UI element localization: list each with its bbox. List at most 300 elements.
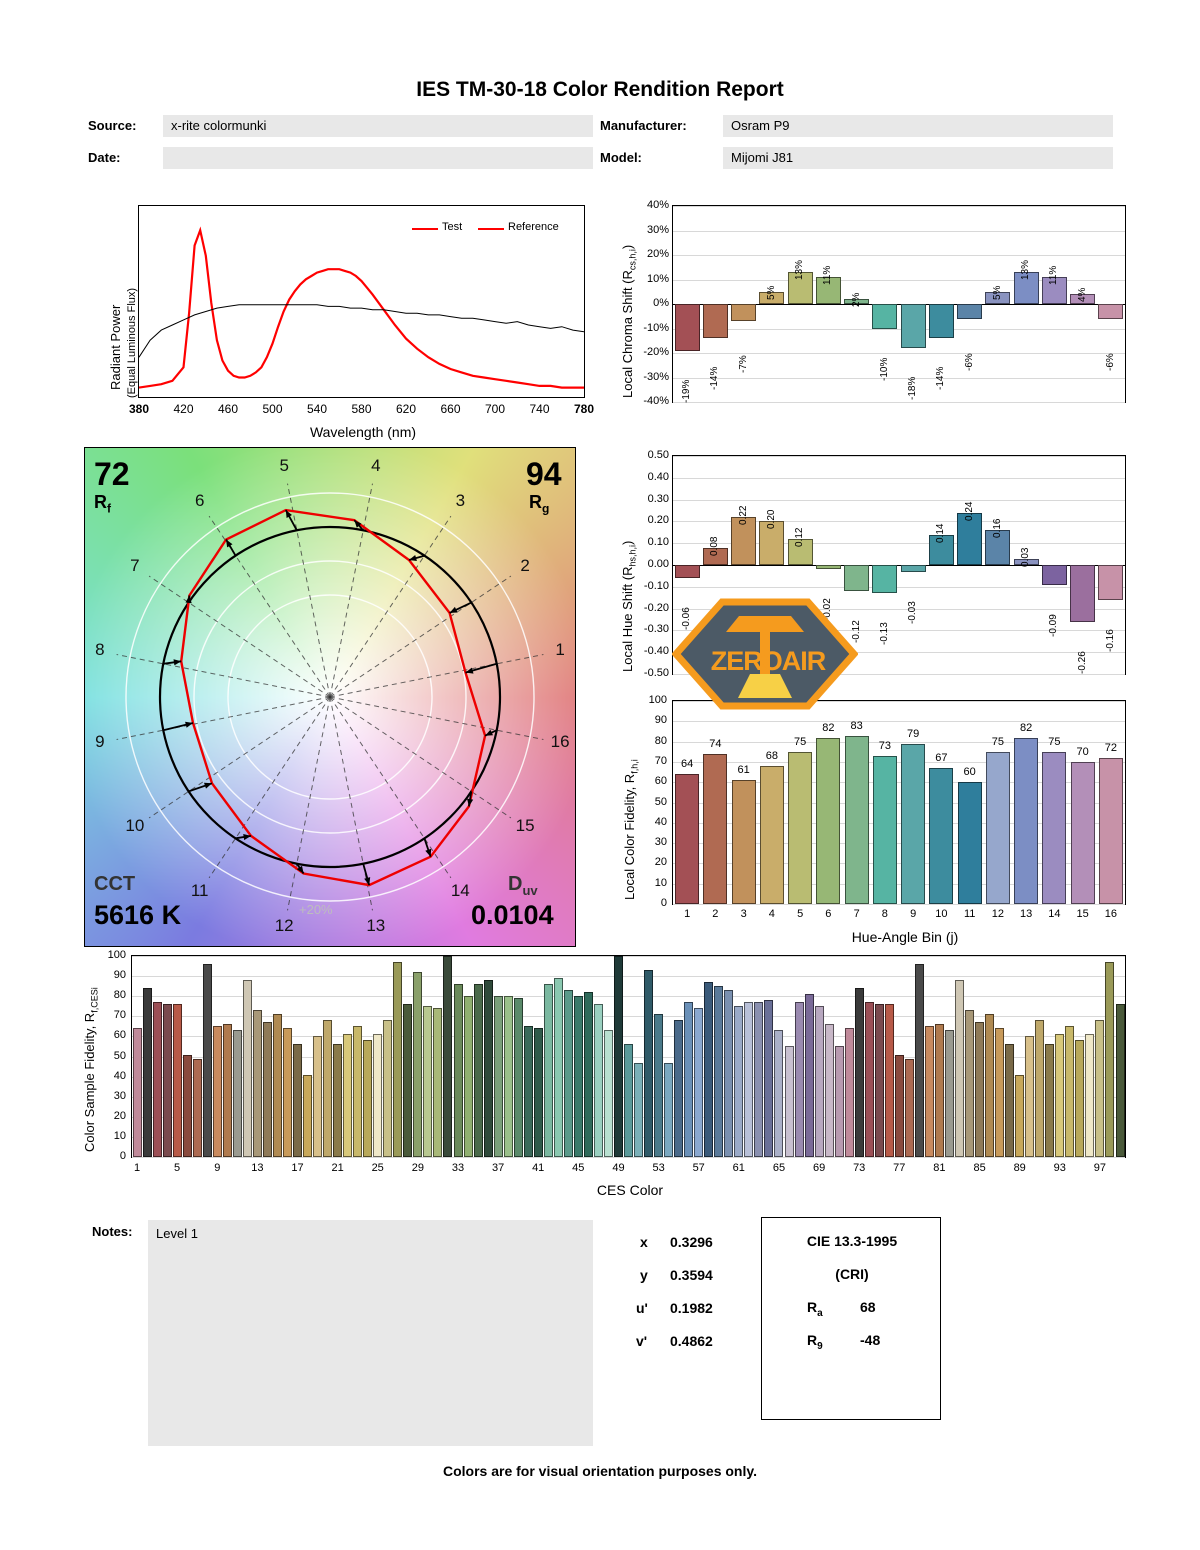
x-value: 0.3296 xyxy=(670,1234,713,1250)
bar xyxy=(724,990,733,1157)
cvg-bin-label: 1 xyxy=(555,640,565,660)
xtick: 10 xyxy=(935,908,948,920)
bar xyxy=(153,1002,162,1157)
bar-label: 82 xyxy=(1020,721,1033,734)
bar xyxy=(1099,758,1123,904)
bar xyxy=(1035,1020,1044,1157)
bar xyxy=(675,565,700,578)
xtick: 21 xyxy=(331,1162,344,1174)
ytick: 0.30 xyxy=(647,492,669,505)
spd-xtick: 460 xyxy=(217,402,239,416)
cct-value: 5616 K xyxy=(94,900,182,930)
xtick: 17 xyxy=(291,1162,304,1174)
csf-ylabel: Color Sample Fidelity, $R_{f,CESi}$ xyxy=(82,987,100,1152)
bar xyxy=(845,736,869,905)
xtick: 6 xyxy=(825,908,832,920)
bar-label: 68 xyxy=(765,750,778,762)
bar xyxy=(183,1055,192,1158)
ytick: 0.40 xyxy=(647,470,669,483)
bar xyxy=(614,956,623,1157)
gridline xyxy=(673,402,1125,403)
lcf-ylabel: Local Color Fidelity, $R_{f,h,i}$ xyxy=(622,759,640,900)
bar xyxy=(995,1028,1004,1157)
bar xyxy=(654,1014,663,1157)
bar xyxy=(624,1044,633,1157)
footer-note: Colors are for visual orientation purposes only. xyxy=(442,1463,758,1479)
xtick: 11 xyxy=(963,908,976,920)
bar-label: -0.13 xyxy=(878,622,890,646)
bar xyxy=(744,1002,753,1157)
ytick: 0.10 xyxy=(647,536,669,549)
ytick: 10 xyxy=(113,1129,126,1142)
gridline xyxy=(673,904,1125,905)
bar xyxy=(905,1059,914,1158)
xtick: 16 xyxy=(1104,908,1117,920)
x-label: x xyxy=(640,1234,648,1250)
bar xyxy=(604,1030,613,1157)
bar xyxy=(1070,565,1095,622)
ytick: 20 xyxy=(654,856,667,869)
bar-label: -0.26 xyxy=(1076,650,1088,674)
xtick: 8 xyxy=(881,908,888,920)
bar-label: -0.16 xyxy=(1104,629,1116,652)
ytick: 90 xyxy=(113,969,126,982)
vprime-value: 0.4862 xyxy=(670,1333,713,1349)
bar xyxy=(303,1075,312,1157)
bar-label: 74 xyxy=(709,737,722,750)
bar xyxy=(703,754,727,904)
bar xyxy=(353,1026,362,1157)
bar-label: -7% xyxy=(737,355,749,374)
xtick: 13 xyxy=(1020,908,1033,920)
xtick: 49 xyxy=(612,1162,625,1174)
xtick: 7 xyxy=(853,908,860,920)
rg-value: 94 xyxy=(526,456,562,492)
lhs-ylabel: Local Hue Shift $(R_{hs,h,i})$ xyxy=(620,540,638,672)
svg-text:ZEROAIR: ZEROAIR xyxy=(710,646,826,676)
xtick: 45 xyxy=(572,1162,585,1174)
bar xyxy=(873,756,897,904)
bar xyxy=(1042,752,1066,904)
xtick: 57 xyxy=(692,1162,705,1174)
xtick: 4 xyxy=(768,908,775,920)
bar xyxy=(1042,565,1067,585)
bar xyxy=(754,1002,763,1157)
bar xyxy=(644,970,653,1157)
bar xyxy=(564,990,573,1157)
date-label: Date: xyxy=(88,150,121,165)
gridline xyxy=(673,255,1125,256)
cvg-bin-label: 14 xyxy=(450,881,470,901)
cvg-bin-label: 13 xyxy=(366,916,386,936)
bar-label: 79 xyxy=(907,727,920,740)
xtick: 1 xyxy=(133,1162,141,1174)
bar xyxy=(554,978,563,1157)
xtick: 41 xyxy=(532,1162,545,1174)
spd-xtick: 740 xyxy=(529,402,550,416)
cri-name: (CRI) xyxy=(835,1266,869,1282)
duv-value: 0.0104 xyxy=(471,900,554,930)
bar xyxy=(872,304,897,329)
bar xyxy=(885,1004,894,1157)
ytick: 0% xyxy=(653,297,669,309)
bar-label: 0.14 xyxy=(935,523,947,543)
bar-label: 70 xyxy=(1076,745,1089,758)
bar xyxy=(935,1024,944,1157)
bar xyxy=(1045,1044,1054,1157)
gridline xyxy=(132,996,1125,997)
bar xyxy=(825,1024,834,1157)
xtick: 12 xyxy=(991,908,1004,920)
bar xyxy=(504,996,513,1157)
bar-label: 82 xyxy=(822,721,835,734)
bar xyxy=(1071,762,1095,904)
bar xyxy=(1015,1075,1024,1157)
bar xyxy=(986,752,1010,904)
bar xyxy=(634,1063,643,1158)
bar-label: 13% xyxy=(794,260,806,281)
xtick: 13 xyxy=(251,1162,264,1174)
bar xyxy=(333,1044,342,1157)
gridline xyxy=(673,478,1125,479)
xtick: 9 xyxy=(214,1162,221,1174)
legend-test-label: Test xyxy=(442,221,463,233)
bar xyxy=(1098,565,1123,600)
ytick: 30% xyxy=(646,223,669,236)
bar xyxy=(1005,1044,1014,1157)
ytick: 20% xyxy=(646,248,669,260)
ytick: 0 xyxy=(119,1150,126,1162)
cvg-bin-label: 7 xyxy=(130,555,140,575)
cvg-bin-label: 2 xyxy=(520,555,530,575)
ytick: 20 xyxy=(113,1109,126,1122)
ytick: -20% xyxy=(643,346,669,358)
bar-label: 5% xyxy=(991,285,1003,300)
source-label: Source: xyxy=(88,118,137,133)
bar xyxy=(816,565,841,569)
bar xyxy=(293,1044,302,1157)
bar xyxy=(945,1030,954,1157)
cvg-bin-label: 10 xyxy=(125,816,145,836)
bar xyxy=(584,992,593,1157)
bar xyxy=(675,304,700,351)
bar xyxy=(684,1002,693,1157)
xtick: 29 xyxy=(411,1162,425,1174)
spd-xtick: 580 xyxy=(351,402,372,416)
gridline xyxy=(673,231,1125,232)
bar xyxy=(785,1046,794,1157)
bar xyxy=(524,1026,533,1157)
xtick: 5 xyxy=(174,1162,181,1174)
ytick: -0.10 xyxy=(643,579,669,592)
bar xyxy=(403,1004,412,1157)
bar-label: 73 xyxy=(878,739,891,752)
bar xyxy=(901,304,926,348)
bar-label: -14% xyxy=(709,366,721,391)
bar-label: 75 xyxy=(991,735,1004,748)
bar xyxy=(213,1026,222,1157)
bar-label: -0.03 xyxy=(907,600,919,624)
xtick: 65 xyxy=(772,1162,786,1174)
spd-xtick: 420 xyxy=(173,402,194,416)
gridline xyxy=(132,1157,1125,1158)
gridline xyxy=(132,976,1125,977)
bar xyxy=(955,980,964,1157)
bar xyxy=(163,1004,172,1157)
bar-label: 0.16 xyxy=(991,518,1003,539)
manufacturer-label: Manufacturer: xyxy=(600,118,687,133)
xtick: 1 xyxy=(684,908,691,920)
bar xyxy=(901,565,926,572)
bar-label: -19% xyxy=(681,379,693,403)
bar-label: 5% xyxy=(765,285,777,300)
spd-xtick: 700 xyxy=(484,402,506,416)
ytick: 80 xyxy=(113,989,126,1002)
xtick: 5 xyxy=(797,908,804,920)
bar-label: 75 xyxy=(1048,735,1061,748)
bar xyxy=(433,1008,442,1157)
ytick: 10% xyxy=(646,272,669,285)
bar xyxy=(731,304,756,321)
xtick: 14 xyxy=(1048,908,1061,920)
bar-label: 75 xyxy=(794,735,807,748)
bar xyxy=(273,1014,282,1157)
spd-xtick: 780 xyxy=(573,402,595,416)
ytick: -10% xyxy=(643,321,669,334)
bar xyxy=(664,1063,673,1158)
notes-value[interactable]: Level 1 xyxy=(148,1220,593,1446)
bar xyxy=(494,996,503,1157)
bar xyxy=(975,1022,984,1157)
bar xyxy=(1095,1020,1104,1157)
ytick: 70 xyxy=(113,1009,126,1022)
gridline xyxy=(673,721,1125,722)
spd-ylabel-2: (Equal Luminous Flux) xyxy=(126,287,138,398)
ytick: 90 xyxy=(654,714,667,727)
bar xyxy=(694,1008,703,1157)
ytick: 80 xyxy=(654,734,667,747)
cvg-bin-label: 11 xyxy=(190,881,209,901)
bar xyxy=(732,780,756,904)
ytick: -0.50 xyxy=(643,667,669,679)
bar-label: 13% xyxy=(1020,260,1032,281)
ytick: 70 xyxy=(654,754,667,767)
legend-reference-swatch xyxy=(478,228,504,230)
bar-label: 0.08 xyxy=(709,536,721,556)
ytick: -30% xyxy=(643,370,669,383)
bar xyxy=(805,994,814,1157)
model-value[interactable]: Mijomi J81 xyxy=(723,147,1113,169)
ytick: 60 xyxy=(654,775,667,788)
bar-label: 0.03 xyxy=(1020,547,1032,567)
bar xyxy=(844,565,869,591)
bar xyxy=(925,1026,934,1157)
gridline xyxy=(673,378,1125,379)
bar xyxy=(760,766,784,904)
xtick: 25 xyxy=(371,1162,384,1174)
cvg-bin-label: 9 xyxy=(95,731,105,751)
bar xyxy=(1098,304,1123,319)
bar xyxy=(714,986,723,1157)
ytick: 50 xyxy=(654,795,667,808)
bar xyxy=(703,304,728,338)
bar xyxy=(393,962,402,1157)
ytick: 50 xyxy=(113,1049,126,1062)
xtick: 69 xyxy=(812,1162,826,1174)
bar-label: 83 xyxy=(850,719,863,732)
bar xyxy=(957,304,982,319)
bar-label: -6% xyxy=(963,352,975,371)
bar xyxy=(203,964,212,1157)
bar xyxy=(929,304,954,338)
bar xyxy=(845,1028,854,1157)
bar xyxy=(774,1030,783,1157)
gridline xyxy=(673,329,1125,330)
spd-xtick: 660 xyxy=(440,402,461,416)
gridline xyxy=(673,206,1125,207)
bar xyxy=(443,956,452,1157)
bar xyxy=(534,1028,543,1157)
bar xyxy=(323,1020,332,1157)
bar xyxy=(594,1004,603,1157)
bar-label: -0.09 xyxy=(1048,613,1060,637)
spd-xlabel: Wavelength (nm) xyxy=(309,424,417,440)
bar xyxy=(1075,1040,1084,1157)
bar xyxy=(514,998,523,1157)
ytick: 40 xyxy=(654,815,667,828)
gridline xyxy=(673,587,1125,588)
bar xyxy=(474,984,483,1157)
bar xyxy=(263,1022,272,1157)
bar-label: 4% xyxy=(1076,287,1088,303)
legend-test-swatch xyxy=(412,228,438,230)
ytick: -0.40 xyxy=(643,645,669,658)
bar xyxy=(373,1034,382,1157)
bar-label: 2% xyxy=(850,292,862,308)
ytick: 10 xyxy=(654,876,667,889)
bar xyxy=(895,1055,904,1158)
zeroair-watermark xyxy=(672,598,858,710)
date-value[interactable] xyxy=(163,147,593,169)
bar xyxy=(675,774,699,904)
xtick: 37 xyxy=(491,1162,505,1174)
bar-label: -0.12 xyxy=(850,620,862,644)
bar-label: 0.24 xyxy=(963,501,975,521)
ytick: 0.50 xyxy=(647,449,669,461)
bar xyxy=(1055,1034,1064,1157)
bar-label: 0.22 xyxy=(737,505,749,525)
lcs-ylabel: Local Chroma Shift $(R_{cs,h,i})$ xyxy=(620,244,638,398)
cri-r9-value: -48 xyxy=(860,1332,881,1348)
spd-xtick: 540 xyxy=(306,402,328,416)
bar xyxy=(788,752,812,904)
cvg-bin-label: 6 xyxy=(194,490,205,510)
bar xyxy=(544,984,553,1157)
cri-r9-label: $R_9$ xyxy=(807,1332,823,1352)
ytick: 0.00 xyxy=(647,558,669,570)
ytick: 100 xyxy=(107,949,126,961)
bar xyxy=(223,1024,232,1157)
rf-value: 72 xyxy=(94,456,130,492)
xtick: 77 xyxy=(893,1162,906,1174)
bar xyxy=(872,565,897,593)
rf-label: $R_f$ xyxy=(94,492,111,516)
ytick: -0.30 xyxy=(643,623,669,636)
bar xyxy=(985,1014,994,1157)
xtick: 73 xyxy=(853,1162,866,1174)
cvg-bin-label: 8 xyxy=(95,640,105,660)
cvg-bin-label: 16 xyxy=(550,731,570,751)
xtick: 97 xyxy=(1093,1162,1107,1174)
bar xyxy=(173,1004,182,1157)
cvg-bin-label: 5 xyxy=(279,455,289,475)
bar xyxy=(143,988,152,1157)
bar xyxy=(816,738,840,905)
manufacturer-value[interactable]: Osram P9 xyxy=(723,115,1113,137)
bar xyxy=(915,964,924,1157)
bar xyxy=(965,1010,974,1157)
bar xyxy=(454,984,463,1157)
spd-xtick: 500 xyxy=(262,402,283,416)
spd-xtick: 380 xyxy=(128,402,150,416)
bar xyxy=(413,972,422,1157)
cri-ra-label: $R_a$ xyxy=(807,1299,823,1319)
duv-label: $D_{uv}$ xyxy=(508,873,538,898)
gridline xyxy=(673,353,1125,354)
ytick: 0 xyxy=(660,897,667,909)
cct-label: CCT xyxy=(94,873,136,895)
xtick: 61 xyxy=(732,1162,745,1174)
xtick: 2 xyxy=(712,908,719,920)
bar xyxy=(795,1002,804,1157)
xtick: 15 xyxy=(1076,908,1089,920)
bar xyxy=(233,1030,242,1157)
notes-label: Notes: xyxy=(92,1224,133,1239)
bar xyxy=(901,744,925,904)
bar xyxy=(343,1034,352,1157)
bar xyxy=(313,1036,322,1157)
bar-label: -18% xyxy=(907,376,919,401)
xtick: 85 xyxy=(973,1162,986,1174)
ytick: 30 xyxy=(654,836,667,849)
bar xyxy=(133,1028,142,1157)
cvg-bin-label: 12 xyxy=(274,916,294,936)
color-vector-graphic xyxy=(84,447,576,947)
ytick: -40% xyxy=(643,395,669,407)
gridline xyxy=(673,456,1125,457)
rg-label: $R_g$ xyxy=(529,492,550,516)
bar xyxy=(1065,1026,1074,1157)
ytick: 100 xyxy=(648,694,667,706)
bar xyxy=(464,996,473,1157)
bar-label: 64 xyxy=(681,758,694,771)
bar xyxy=(1014,738,1038,905)
bar xyxy=(865,1002,874,1157)
bar-label: 11% xyxy=(1048,265,1060,286)
source-value[interactable]: x-rite colormunki xyxy=(163,115,593,137)
bar xyxy=(929,768,953,904)
xtick: 89 xyxy=(1013,1162,1026,1174)
csf-xlabel: CES Color xyxy=(596,1182,664,1198)
bar xyxy=(484,980,493,1157)
bar-label: -10% xyxy=(878,357,890,381)
bar xyxy=(1025,1036,1034,1157)
bar-label: 0.12 xyxy=(794,527,806,547)
legend-reference-label: Reference xyxy=(508,221,559,233)
ytick: 60 xyxy=(113,1029,126,1042)
uprime-value: 0.1982 xyxy=(670,1300,713,1316)
bar-label: 67 xyxy=(935,752,948,764)
